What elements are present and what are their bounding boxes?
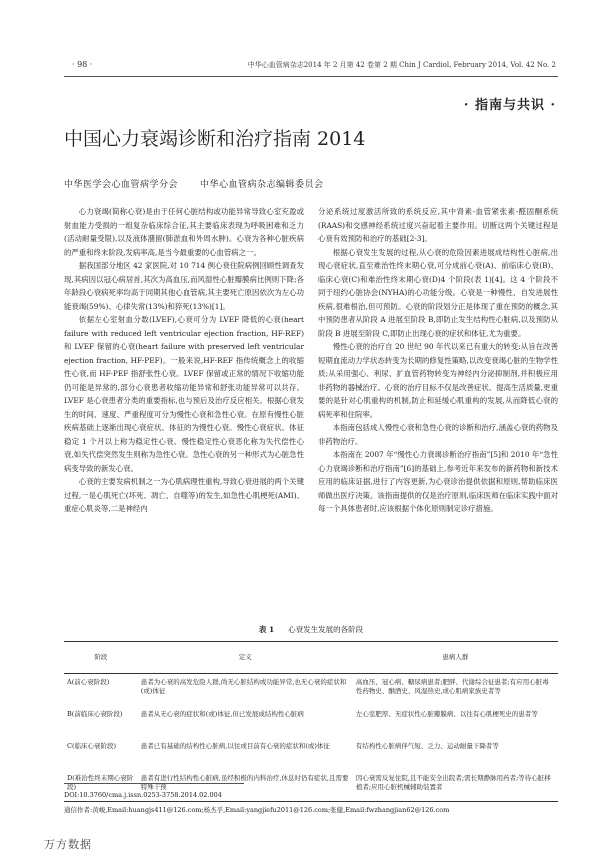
table-cell: 有结构性心脏病伴气短、乏力、运动耐量下降者等 bbox=[355, 741, 499, 750]
paragraph: 根据心衰发生发展的过程,从心衰的危险因素进展成结构性心脏病,出现心衰症状,直至难治性终末期心衰,可分成前心衰(A)、前临床心衰(B)、临床心衰(C)和难治性终末期心衰(D)4 个阶段(表 1)[4]。这 4 个阶段不同于纽约心脏协会(NYHA)的心功能分级。心衰是一种慢性、自发进展性疾病,很难根治,但可预防。心衰的阶段划分正是体现了重在预防的概念,其中预防患者从阶段 A 进展至阶段 B,即防止发生结构性心脏病,以及预防从阶段 B 进展至阶段 C,即防止出现心衰的症状和体征,尤为重要。 bbox=[318, 247, 558, 338]
table-cell: C(临床心衰阶段) bbox=[67, 741, 117, 750]
author-editorial-board: 中华心血管病杂志编辑委员会 bbox=[200, 180, 324, 190]
table-row bbox=[64, 738, 558, 770]
paragraph: 本指南包括成人慢性心衰和急性心衰的诊断和治疗,涵盖心衰的药物及非药物治疗。 bbox=[318, 423, 558, 446]
paragraph: 分泌系统过度激活所致的系统反应,其中肾素-血管紧张素-醛固酮系统(RAAS)和交感神经系统过度兴奋起着主要作用。切断这两个关键过程是心衰有效预防和治疗的基础[2-3]。 bbox=[318, 207, 558, 243]
table-cell: 患者已有基础的结构性心脏病,以往或目前有心衰的症状和(或)体征 bbox=[140, 741, 330, 750]
right-column bbox=[318, 205, 558, 516]
watermark: 万方数据 bbox=[44, 838, 92, 851]
paragraph: 慢性心衰的治疗自 20 世纪 90 年代以来已有重大的转变:从旨在改善短期血流动力学状态转变为长期的修复性策略,以改变衰竭心脏的生物学性质;从采用强心、利尿、扩血管药物转变为神经内分泌抑制剂,并积极应用非药物的器械治疗。心衰的治疗目标不仅是改善症状、提高生活质量,更重要的是针对心肌重构的机制,防止和延缓心肌重构的发展,从而降低心衰的病死率和住院率。 bbox=[318, 342, 558, 419]
table-cell: 患者为心衰的高发危险人群,尚无心脏结构或功能异常,也无心衰的症状和(或)体征 bbox=[140, 678, 347, 695]
table-cell: A(前心衰阶段) bbox=[67, 678, 110, 686]
section-label: · 指南与共识 · bbox=[463, 98, 556, 113]
article-title: 中国心力衰竭诊断和治疗指南 2014 bbox=[64, 128, 366, 150]
correspondence-line: 通信作者:黄峻,Email:huangjs411@126.com;杨杰孚,Email:yangjiefu2011@126.com;张健,Email:fwzhangjian62@126.com bbox=[64, 806, 450, 814]
table-row bbox=[64, 706, 558, 738]
running-header: 中华心血管病杂志2014 年 2 月第 42 卷第 2 期 Chin J Cardiol, February 2014, Vol. 42 No. 2 bbox=[247, 61, 556, 69]
table-caption bbox=[64, 624, 558, 635]
author-society: 中华医学会心血管病学分会 bbox=[64, 180, 179, 190]
paragraph: 心衰的主要发病机制之一为心肌病理性重构,导致心衰进展的两个关键过程,一是心肌死亡(坏死、凋亡、自噬等)的发生,如急性心肌梗死(AMI)、重症心肌炎等,二是神经内 bbox=[64, 477, 304, 513]
table-cell: 左心室肥厚、无症状性心脏瓣膜病、以往有心肌梗死史的患者等 bbox=[355, 709, 538, 718]
table-cell: 因心衰需反复住院,且不能安全出院者;需长期静脉用药者;等待心脏移植者;应用心脏机械辅助装置者 bbox=[353, 770, 558, 802]
doi-line: DOI:10.3760/cma.j.issn.0253-3758.2014.02.004 bbox=[64, 791, 222, 799]
table-number: 表 1 bbox=[258, 625, 275, 634]
paragraph: 本指南在 2007 年“慢性心力衰竭诊断治疗指南”[5]和 2010 年“急性心力衰竭诊断和治疗指南”[6]的基础上,参考近年来发布的新药物和新技术应用的临床证据,进行了内容更新,为心衰诊治提供依据和原则,帮助临床医师做出医疗决策。该指南提供的仅是治疗原则,临床医师在临床实践中面对每一个具体患者时,应该根据个体化原则制定诊疗措施。 bbox=[318, 450, 558, 513]
left-column bbox=[64, 205, 304, 516]
table-header-definition: 定义 bbox=[138, 642, 353, 674]
table-row bbox=[64, 674, 558, 706]
table-cell: 高血压、冠心病、糖尿病患者;肥胖、代谢综合征患者;有应用心脏毒性药物史、酗酒史、风湿热史,或心肌病家族史者等 bbox=[355, 678, 549, 695]
header-rule bbox=[64, 76, 558, 77]
table-header-stage: 阶段 bbox=[64, 642, 138, 674]
table-cell: D(难治性终末期心衰阶段) bbox=[64, 770, 138, 802]
paragraph: 心力衰竭(简称心衰)是由于任何心脏结构或功能异常导致心室充盈或射血能力受损的一组复杂临床综合征,其主要临床表现为呼吸困难和乏力(活动耐量受限),以及液体潴留(肺淤血和外周水肿)。心衰为各种心脏疾病的严重和终末阶段,发病率高,是当今最重要的心血管病之一。 bbox=[64, 207, 304, 257]
author-line bbox=[64, 177, 324, 190]
table-header-population: 患病人群 bbox=[353, 642, 558, 674]
paragraph: 依据左心室射血分数(LVEF),心衰可分为 LVEF 降低的心衰(heart failure with reduced left ventricular ejection fraction, HF-REF)和 LVEF 保留的心衰(heart failure with preserved left ventricular ejection fraction, HF-PEF)。一般来说,HF-REF 指传统概念上的收缩性心衰,而 HF-PEF 指舒张性心衰。LVEF 保留或正常的情况下收缩功能仍可能是异常的,部分心衰患者收缩功能异常和舒张功能异常可以共存。LVEF 是心衰患者分类的重要指标,也与预后及治疗反应相关。根据心衰发生的时间、速度、严重程度可分为慢性心衰和急性心衰。在原有慢性心脏疾病基础上逐渐出现心衰症状、体征的为慢性心衰。慢性心衰症状、体征稳定 1 个月以上称为稳定性心衰。慢性稳定性心衰恶化称为失代偿性心衰,如失代偿突然发生则称为急性心衰。急性心衰的另一种形式为心脏急性病变导致的新发心衰。 bbox=[64, 315, 304, 473]
stage-table-block bbox=[64, 624, 558, 802]
table-title: 心衰发生发展的各阶段 bbox=[288, 625, 364, 634]
table-cell: B(前临床心衰阶段) bbox=[67, 709, 123, 718]
page-number: · 98 · bbox=[72, 60, 93, 69]
table-cell: 患者从无心衰的症状和(或)体征,但已发展成结构性心脏病 bbox=[140, 709, 304, 718]
footnote-rule bbox=[64, 783, 244, 784]
paragraph: 据我国部分地区 42 家医院,对 10 714 例心衰住院病例回顾性调查发现,其病因以冠心病居首,其次为高血压,而风湿性心脏瓣膜病比例则下降;各年龄段心衰病死率均高于同期其他心血管病,其主要死亡原因依次为左心功能衰竭(59%)、心律失常(13%)和猝死(13%)[1]。 bbox=[64, 261, 304, 311]
stage-table bbox=[64, 641, 558, 802]
table-cell: 患者有进行性结构性心脏病,虽经积极的内科治疗,休息时仍有症状,且需要特殊干预 bbox=[138, 770, 353, 802]
